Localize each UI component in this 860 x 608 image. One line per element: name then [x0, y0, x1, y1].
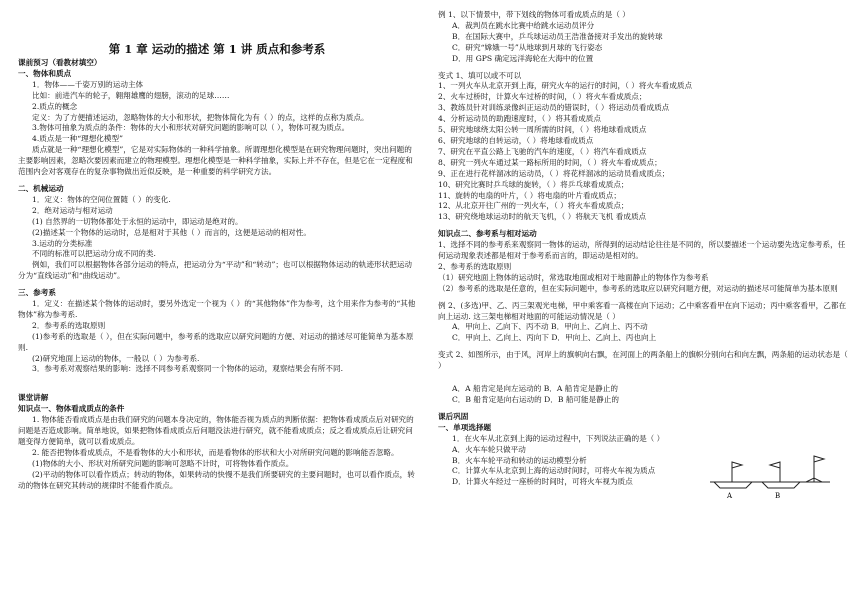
right-line: D．计算火车经过一座桥的时间时，可将火车视为质点	[452, 477, 633, 487]
right-line: C．甲向上、乙向上、丙向下 D．甲向上、乙向上、丙也向上	[452, 333, 657, 343]
right-line: 9、正在进行花样溜冰的运动员，（ ）将花样溜冰的运动员看成质点；	[438, 168, 670, 178]
left-line: 定义：为了方便描述运动，忽略物体的大小和形状，把物体简化为有（ ）的点，这样的点称为质点。	[32, 112, 369, 122]
left-line: 1．定义：物体的空间位置随（ ）的变化.	[32, 194, 171, 204]
right-line: 4、分析运动员的助跑速度时，（ ）将其看成质点	[438, 114, 601, 124]
right-line: A．火车车轮只做平动	[452, 444, 526, 454]
left-line: (1)物体的大小、形状对所研究问题的影响可忽略不计时，可将物体看作质点。	[32, 458, 294, 468]
right-line: B．火车车轮平动和转动的运动模型分析	[452, 455, 587, 465]
right-line: 12、从北京开往广州的一列火车，（ ）将火车看成质点；	[438, 201, 629, 211]
right-line: 8、研究一列火车通过某一路标所用的时间，（ ）将火车看成质点；	[438, 157, 662, 167]
left-line: 1．定义：在描述某个物体的运动时，要另外选定一个视为（ ）的“其他物体”作为参考，这个用来作为参考的“其他物体”称为参考系.	[18, 299, 416, 319]
left-line: 比如：前进汽车的轮子，翱翔雄鹰的翅膀，滚动的足球……	[32, 90, 230, 100]
left-line: 1．物体——千姿万别的运动主体	[32, 79, 144, 89]
right-line: 例 1、以下情景中，带下划线的物体可看成质点的是（ ）	[438, 10, 630, 19]
left-line: 2.质点的概念	[32, 101, 78, 111]
left-line: 课前预习（看教材填空）	[18, 58, 102, 67]
right-line: 1、选择不同的参考系来观察同一物体的运动，所得到的运动结论往往是不同的，所以要描述一个运动要先选定参考系，任何运动现象表述都是相对于参考系而言的，即运动是相对的。	[438, 240, 846, 261]
boat-b	[762, 482, 800, 488]
left-line: 知识点一、物体看成质点的条件	[18, 404, 125, 414]
left-line: 3.物体可抽象为质点的条件：物体的大小和形状对研究问题的影响可以（ ），物体可视为质点。	[32, 123, 350, 133]
label-b: B	[775, 492, 781, 500]
left-line: (1)参考系的选取是（ ），但在实际问题中，参考系的选取应以研究问题的方便、对运动的描述尽可能简单为基本原则.	[18, 331, 414, 352]
page-title: 第 1 章 运动的描述 第 1 讲 质点和参考系	[108, 42, 326, 56]
right-line: 2、火车过桥时，计算火车过桥的时间，（ ）将火车看成质点；	[438, 92, 647, 102]
right-line: C．计算火车从北京到上海的运动时间时，可将火车视为质点	[452, 466, 656, 476]
left-line: 三、参考系	[18, 288, 56, 298]
boats-figure	[710, 452, 830, 500]
right-line: 6、研究地球的自转运动，（ ）将地球看成质点	[438, 135, 594, 145]
left-line: 4.质点是一种“理想化模型”	[32, 134, 123, 144]
right-column	[438, 0, 848, 488]
right-line: 5、研究地球绕太阳公转一周所需的时间，（ ）将地球看成质点	[438, 125, 647, 135]
right-line: D．用 GPS 确定远洋海轮在大海中的位置	[452, 53, 594, 63]
right-line: 2、参考系的选取原则	[438, 261, 512, 271]
left-line: (1) 自然界的一切物体都处于永恒的运动中，即运动是绝对的。	[32, 216, 243, 226]
left-body	[18, 58, 416, 492]
right-line: 1、一列火车从北京开到上海，研究火车的运行的时间，（ ）将火车看成质点	[438, 81, 693, 91]
left-column	[18, 0, 416, 492]
right-line: （1）研究地面上物体的运动时，常选取地面或相对于地面静止的物体作为参考系	[438, 272, 709, 282]
label-a: A	[727, 492, 733, 500]
right-line: （2）参考系的选取是任意的，但在实际问题中，参考系的选取应以研究问题方便，对运动的描述尽可能简单为基本原则	[438, 283, 838, 293]
left-line: 1. 物体能否看成质点是由我们研究的问题本身决定的，物体能否视为质点的判断依据：把物体看成质点后对研究的问题是否造成影响。简单地说，如果把物体看成质点后问题没法进行研究，就不能看成质点；反之看成质点后让研究问题变得方便简单，就可以看成质点。	[18, 415, 414, 446]
left-line: 质点就是一种“理想化模型”，它是对实际物体的一种科学抽象。所谓理想化模型是在研究物理问题时，突出问题的主要影响因素，忽略次要因素而建立的物理模型。理想化模型是一种科学抽象，实际上并不存在，但是它在一定程度和范围内会对客观存在的复杂事物做出近似反映，是一种重要的科学研究方法。	[18, 145, 413, 177]
right-line: 课后巩固	[438, 411, 469, 421]
left-line: 2. 能否把物体看成质点，不是看物体的大小和形状，而是看物体的形状和大小对所研究问题的影响能否忽略。	[32, 447, 399, 457]
left-line: (2)研究地面上运动的物体，一般以（ ）为参考系.	[32, 353, 200, 363]
left-line: 2．参考系的选取原则	[32, 320, 106, 330]
boat-a	[714, 482, 752, 488]
right-line: 11、旋转的电扇的叶片，（ ）将电扇的叶片看成质点；	[438, 190, 621, 200]
right-line: 7、研究在平直公路上飞驰的汽车的速度，（ ）将汽车看成质点	[438, 146, 647, 156]
left-line: 课堂讲解	[18, 393, 49, 403]
left-line: 2．绝对运动与相对运动	[32, 205, 113, 215]
right-line: B．在国际大赛中，乒乓球运动员王浩准备接对手发出的旋转球	[452, 31, 663, 41]
left-line: 3.运动的分类标准	[32, 238, 93, 248]
right-line: 13、研究绕地球运动时的航天飞机，（ ）将航天飞机 看成质点	[438, 212, 647, 222]
left-line: (2)平动的物体可以看作质点；转动的物体，如果转动的快慢不是我们所要研究的主要问题时，也可以看作质点，转动的物体在研究其转动的规律时不能看作质点。	[18, 469, 415, 490]
right-line: 一、单项选择题	[438, 422, 492, 432]
right-line: C．B 船肯定是向右运动的 D．B 船可能是静止的	[452, 395, 619, 404]
right-body	[438, 10, 848, 488]
left-line: 例如，我们可以根据物体各部分运动的特点，把运动分为“平动”和“转动”；也可以根据物体运动的轨迹形状把运动分为“直线运动”和“曲线运动”。	[18, 260, 413, 281]
right-line: C．研究“嫦娥一号”从地球到月球的飞行姿态	[452, 42, 603, 52]
left-line: 一、物体和质点	[18, 68, 72, 78]
right-line: A．A 船肯定是向左运动的 B．A 船肯定是静止的	[452, 384, 618, 394]
left-line: 3．参考系对观察结果的影响：选择不同参考系观察同一个物体的运动，观察结果会有所不同.	[32, 364, 343, 374]
left-line: (2)描述某一个物体的运动时，总是相对于其他（ ）而言的，这便是运动的相对性。	[32, 227, 311, 237]
right-line: 例 2、(多选)甲、乙、丙三架观光电梯，甲中乘客看一高楼在向下运动；乙中乘客看甲在向下运动；丙中乘客看甲，乙都在向上运动. 这三架电梯相对地面的可能运动情况是（ ）	[438, 300, 847, 321]
right-line: A．甲向上、乙向下、丙不动 B．甲向上、乙向上、丙不动	[452, 322, 648, 332]
right-line: 1．在火车从北京到上海的运动过程中，下列说法正确的是（ ）	[452, 433, 665, 443]
left-line: 二、机械运动	[18, 183, 64, 193]
right-line: 3、教练员针对训练录像纠正运动员的错误时，（ ）将运动员看成质点	[438, 103, 670, 113]
right-line: 知识点二、参考系与相对运动	[438, 229, 537, 239]
right-line: 10、研究比赛时乒乓球的旋转，（ ）将乒乓球看成质点；	[438, 179, 629, 189]
right-line: 变式 1、填可以或不可以	[438, 70, 522, 80]
right-line: A．裁判员在跳水比赛中给跳水运动员评分	[452, 20, 595, 30]
right-line: 变式 2、如图所示，由于风，河岸上的旗帜向右飘，在河面上的两条船上的旗帜分别向右和向左飘，两条船的运动状态是（ ）	[438, 350, 848, 371]
left-line: 不同的标准可以把运动分成不同的类.	[32, 249, 156, 259]
